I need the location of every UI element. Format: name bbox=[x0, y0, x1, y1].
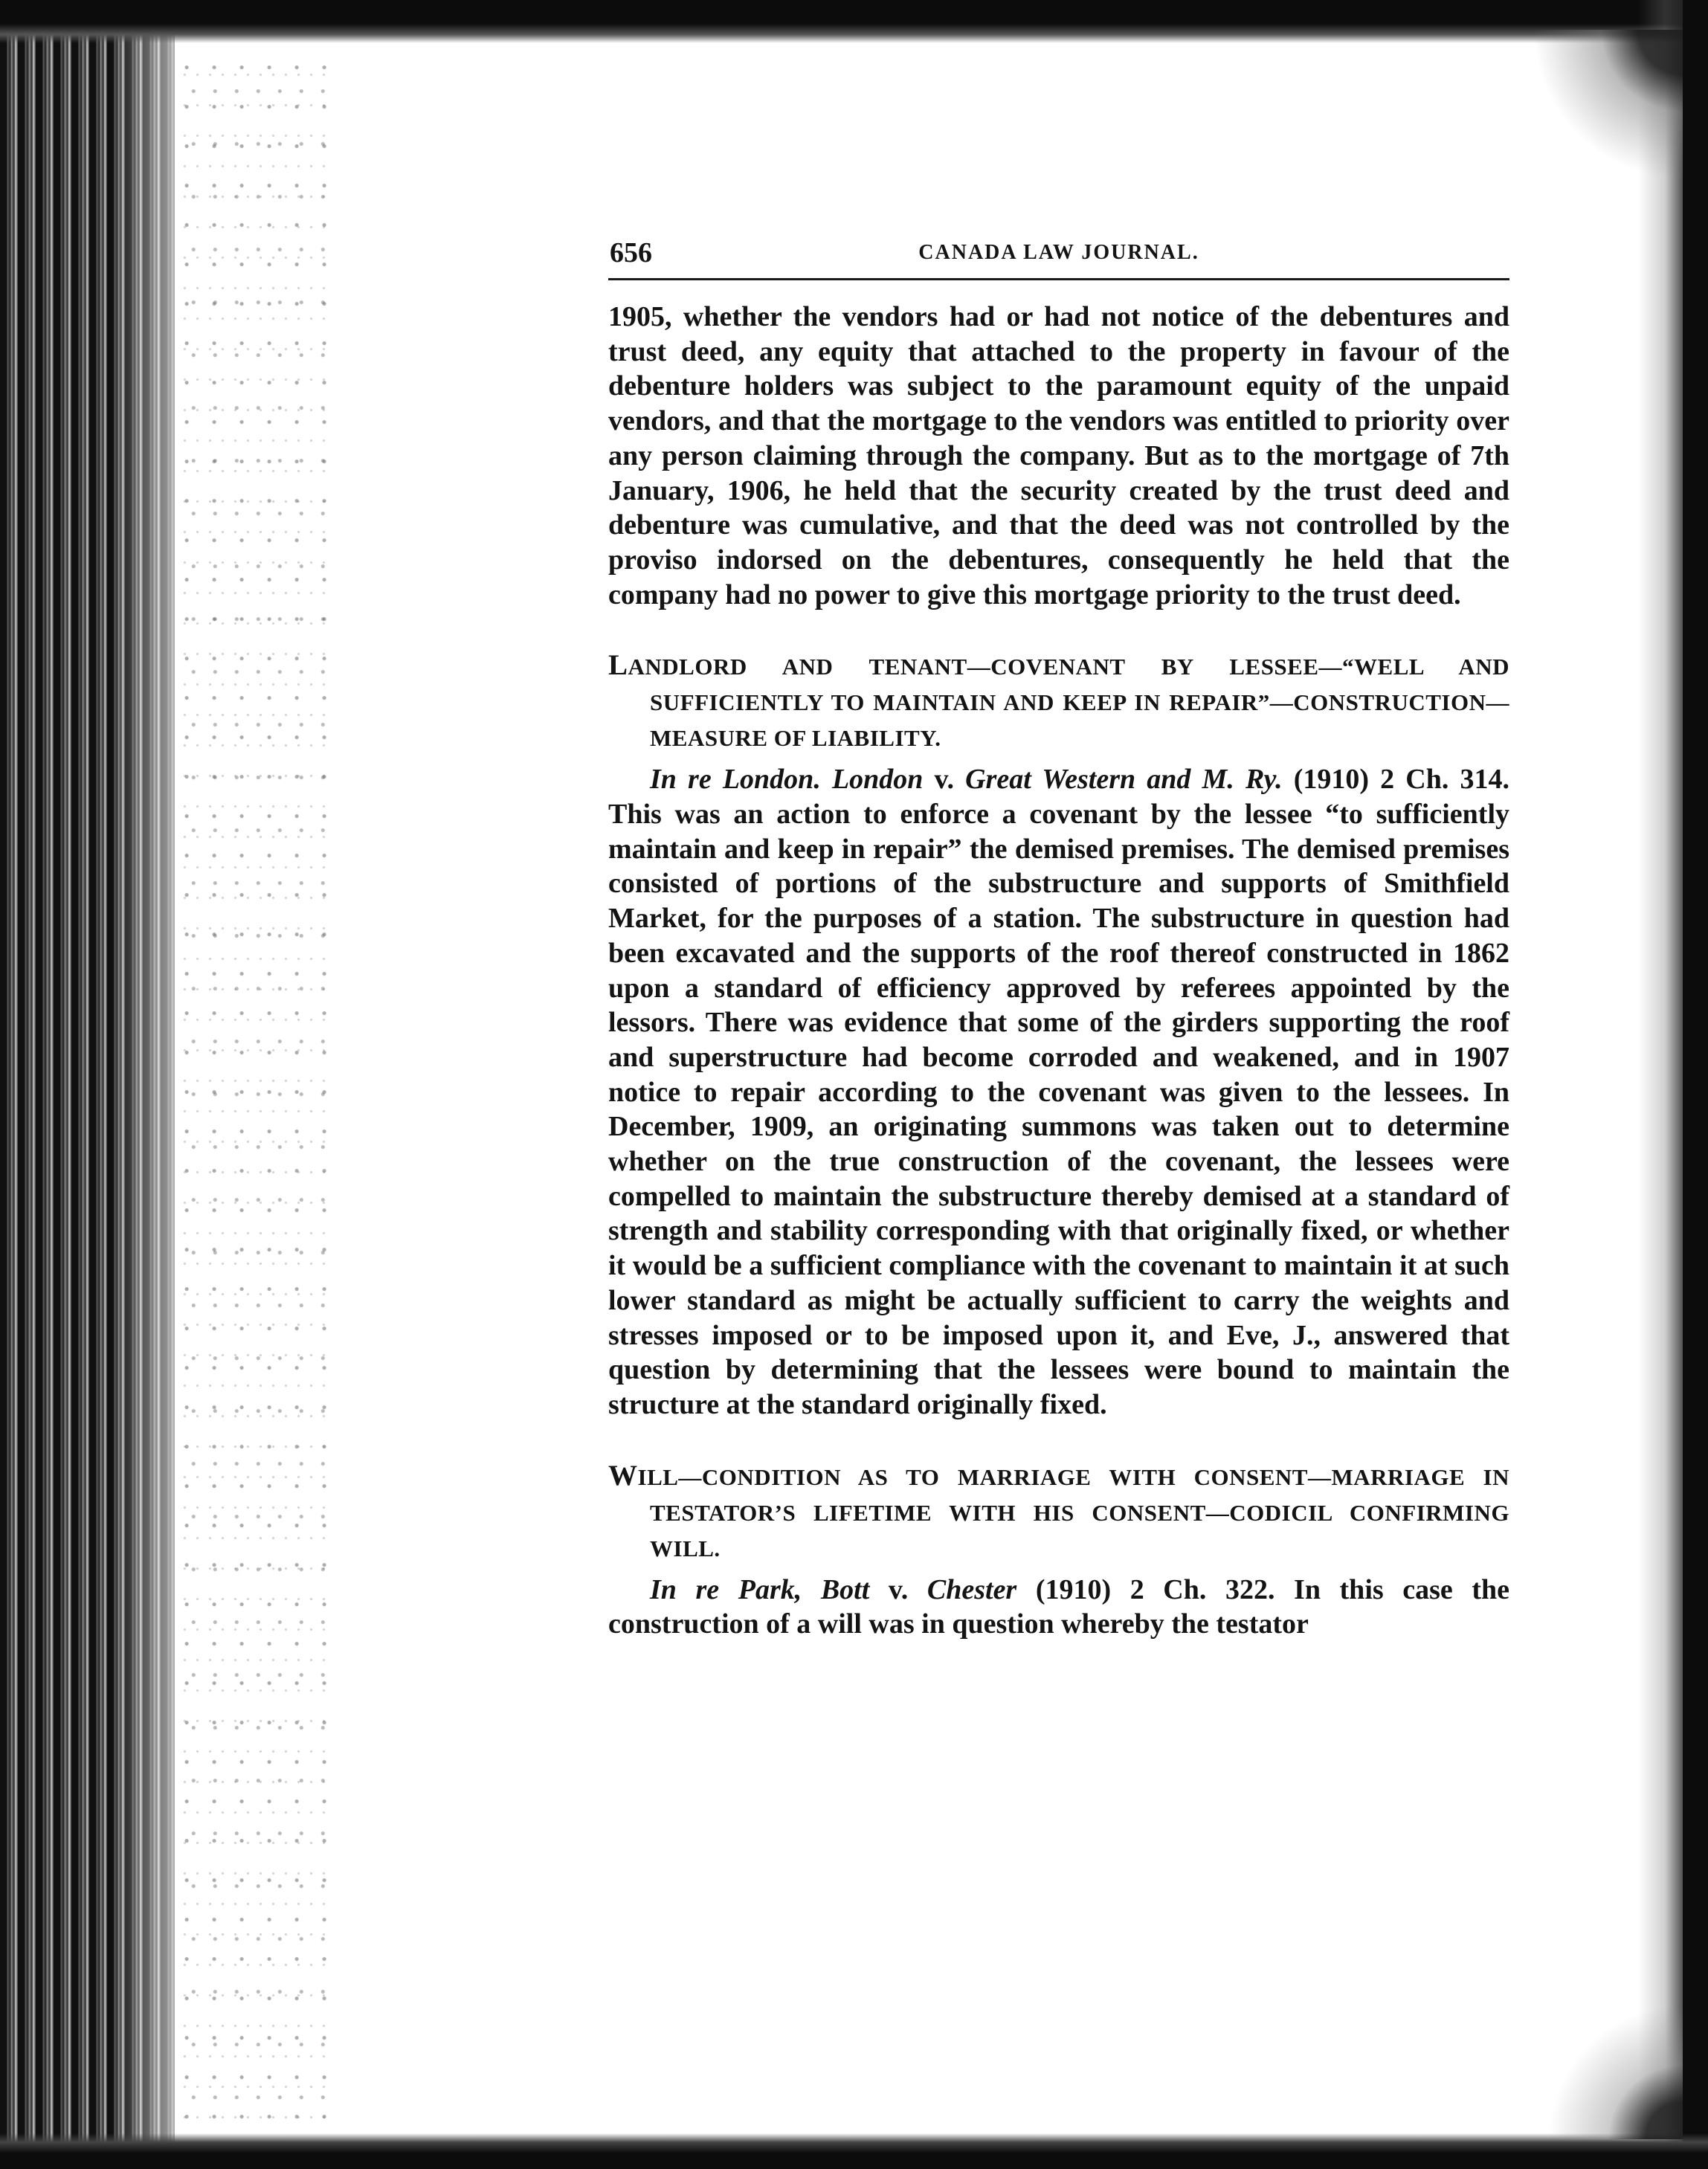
section-heading-landlord-tenant bbox=[608, 648, 1509, 756]
scan-right-shade bbox=[1638, 0, 1683, 2169]
section-heading-will bbox=[608, 1458, 1509, 1567]
scan-speckle bbox=[178, 59, 327, 2127]
case-paragraph-park bbox=[608, 1573, 1509, 1642]
scan-corner-bottom-right bbox=[1534, 1991, 1683, 2139]
paragraph-continued: 1905, whether the vendors had or had not notice of the debentures and trust deed, any equity that attached to the property in favour of the debenture holders was subject to the paramount equity of the unpaid vendors, and that the mortgage to the vendors was entitled to priority over any person claiming through the company. But as to the mortgage of 7th January, 1906, he held that the security created by the trust deed and debenture was cumulative, and that the deed was not controlled by the proviso indorsed on the debentures, consequently he held that the company had no power to give this mortgage priority to the trust deed. bbox=[608, 301, 1509, 610]
heading-text: ILL—CONDITION AS TO MARRIAGE WITH CONSENT—MARRIAGE IN TESTATOR’S LIFETIME WITH HIS CONSENT—CODICIL CONFIRMING WILL. bbox=[637, 1463, 1509, 1562]
running-head bbox=[608, 236, 1509, 280]
case-name: In re Park, Bott bbox=[650, 1573, 870, 1605]
case-party: Chester bbox=[926, 1573, 1017, 1605]
case-body: (1910) 2 Ch. 322. In this case the construction of a will was in question whereby the testator bbox=[608, 1573, 1510, 1640]
case-name: In re London. London bbox=[650, 764, 924, 796]
case-party: Great Western and M. Ry. bbox=[965, 764, 1283, 796]
heading-text: ANDLORD AND TENANT—COVENANT BY LESSEE—“WELL AND SUFFICIENTLY TO MAINTAIN AND KEEP IN REPAIR”—CONSTRUCTION—MEASURE OF LIABILITY. bbox=[628, 654, 1509, 752]
case-versus: v. bbox=[869, 1573, 927, 1605]
document-page bbox=[608, 236, 1509, 1642]
scan-bottom-border bbox=[0, 2133, 1708, 2169]
journal-title: CANADA LAW JOURNAL. bbox=[918, 241, 1199, 264]
case-body: (1910) 2 Ch. 314. This was an action to enforce a covenant by the lessee “to sufficiently maintain and keep in repair” the demised premises. The demised premises consisted of portions of the substructure and supports of Smithfield Market, for the purposes of a station. The substructure in question had been excavated and the supports of the roof thereof constructed in 1862 upon a standard of efficiency approved by referees appointed by the lessors. There was evidence that some of the girders supporting the roof and superstructure had become corroded and weakened, and in 1907 notice to repair according to the covenant was given to the lessees. In December, 1909, an originating summons was taken out to determine whether on the true construction of the covenant, the lessees were compelled to maintain the substructure thereby demised at a standard of strength and stability corresponding with that originally fixed, or whether it would be a sufficient compliance with the covenant to maintain it at such lower standard as might be actually sufficient to carry the weights and stresses imposed or to be imposed upon it, and Eve, J., answered that question by determining that the lessees were bound to maintain the structure at the standard originally fixed. bbox=[608, 764, 1509, 1420]
case-paragraph-london bbox=[608, 762, 1509, 1422]
case-versus: v. bbox=[923, 764, 966, 796]
scan-right-border bbox=[1683, 0, 1708, 2169]
page-number: 656 bbox=[610, 237, 652, 268]
heading-initial: L bbox=[608, 649, 628, 682]
heading-initial: W bbox=[608, 1459, 638, 1492]
scan-corner-top-right bbox=[1504, 30, 1683, 208]
scan-top-border bbox=[0, 0, 1708, 43]
